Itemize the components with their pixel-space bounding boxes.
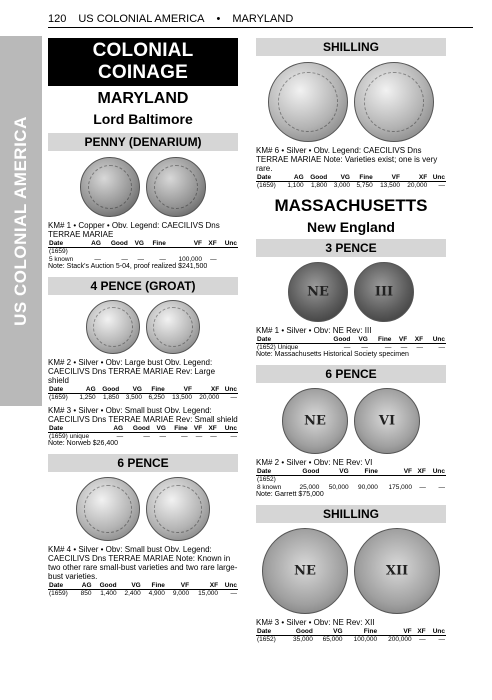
sixpence-ne-description: KM# 2 • Silver • Obv: NE Rev: VI — [256, 458, 373, 467]
sixpence-md-reverse-image — [146, 477, 210, 541]
penny-obverse-image — [80, 157, 140, 217]
column-header: XF — [401, 174, 428, 182]
table-cell — [129, 248, 145, 256]
shilling-ne-obverse-mark: NE — [294, 563, 316, 579]
table-cell: 20,000 — [199, 394, 220, 401]
column-header: Unc — [427, 468, 446, 476]
table-cell: — — [121, 255, 128, 263]
sixpence-md-obverse-image — [76, 477, 140, 541]
table-cell: 200,000 — [388, 636, 412, 643]
threepence-reverse-mark: III — [374, 284, 394, 299]
column-header: Fine — [344, 628, 379, 636]
column-header: Date — [48, 425, 107, 433]
table-cell: (1659) — [257, 182, 276, 189]
column-header: XF — [203, 240, 218, 248]
column-header: XF — [193, 386, 220, 394]
groat-small-bust-description: KM# 3 • Silver • Obv: Small bust Obv. Legend: CAECILIVS Dns TERRAE MARIAE Rev: Small shield — [48, 405, 238, 424]
table-cell: — — [438, 636, 445, 643]
column-header: Fine — [167, 425, 189, 433]
table-cell: — — [230, 432, 237, 440]
column-header: Good — [102, 240, 129, 248]
table-cell: (1659) — [49, 394, 68, 401]
column-header: VF — [189, 425, 204, 433]
table-cell: 13,500 — [380, 182, 400, 189]
table-cell — [167, 248, 203, 256]
shilling-md-description: KM# 6 • Silver • Obv. Legend: CAECILIVS Dns TERRAE MARIAE Note: Varieties exist; one is very rare. — [256, 146, 438, 173]
price-table-header-row — [48, 425, 238, 433]
column-header: Good — [284, 628, 314, 636]
sixpence-ne-obverse-image — [282, 388, 348, 454]
table-cell — [85, 248, 102, 256]
shilling-md-reverse-image — [354, 62, 434, 142]
column-header: VF — [166, 582, 190, 590]
header-separator: • — [216, 12, 221, 25]
table-cell: 1,800 — [310, 182, 328, 189]
price-table-header-row — [48, 386, 238, 394]
sixpence-ne-price-table — [256, 468, 446, 491]
groat-large-bust-price-table — [48, 386, 238, 402]
column-header: VF — [378, 628, 413, 636]
table-row — [48, 256, 238, 264]
groat-section-bar: 4 PENCE (GROAT) — [48, 277, 238, 295]
column-header: Good — [322, 336, 351, 344]
column-header: Unc — [219, 582, 238, 590]
column-header: Unc — [220, 386, 238, 394]
column-header: Date — [256, 468, 291, 476]
sixpence-md-price-table — [48, 582, 238, 598]
column-header: VG — [120, 386, 143, 394]
column-header: Fine — [350, 468, 379, 476]
section-title: US COLONIAL AMERICA — [78, 12, 205, 25]
table-cell — [145, 248, 167, 256]
table-cell: — — [419, 636, 426, 643]
column-header: AG — [76, 582, 93, 590]
column-header: XF — [190, 582, 219, 590]
penny-description: KM# 1 • Copper • Obv. Legend: CAECILIVS Dns TERRAE MARIAE — [48, 221, 220, 239]
table-cell: — — [210, 432, 217, 440]
price-table-header-row — [48, 582, 238, 590]
threepence-note: Note: Massachusetts Historical Society specimen — [256, 351, 409, 358]
price-table-header-row — [48, 240, 238, 248]
table-cell — [350, 476, 379, 484]
penny-coin-images — [48, 157, 238, 217]
left-column — [48, 38, 238, 598]
column-header: XF — [413, 468, 427, 476]
table-cell — [203, 248, 218, 256]
shilling-ne-price-table — [256, 628, 446, 644]
column-header: Fine — [145, 240, 167, 248]
table-cell: 850 — [80, 590, 92, 597]
column-header: Date — [256, 174, 282, 182]
shilling-ne-coin-images — [256, 528, 446, 614]
column-header: VF — [167, 240, 203, 248]
table-cell — [291, 476, 320, 484]
table-cell: 13,500 — [172, 394, 192, 401]
column-header: Date — [256, 336, 322, 344]
table-cell: 90,000 — [358, 483, 378, 491]
sixpence-ne-coin-images — [256, 388, 446, 454]
table-cell — [320, 476, 349, 484]
column-header: AG — [282, 174, 305, 182]
table-cell: 3,500 — [125, 394, 142, 401]
table-cell: 100,000 — [178, 255, 203, 263]
threepence-reverse-image — [354, 262, 414, 322]
sixpence-ne-reverse-image — [354, 388, 420, 454]
table-cell: 5,750 — [356, 182, 373, 189]
table-cell: 2,400 — [124, 590, 141, 597]
table-cell — [427, 476, 446, 484]
shilling-ne-section-bar: SHILLING — [256, 505, 446, 523]
table-cell: — — [343, 343, 351, 351]
groat-large-bust-description: KM# 2 • Silver • Obv: Large bust Obv. Legend: CAECILIVS Dns TERRAE MARIAE Rev: Large shield — [48, 358, 216, 385]
shilling-ne-reverse-mark: XII — [385, 563, 409, 579]
table-cell: — — [438, 343, 445, 351]
shilling-md-obverse-image — [268, 62, 348, 142]
column-header: VF — [392, 336, 408, 344]
column-header: Date — [48, 386, 74, 394]
groat-coin-images — [48, 300, 238, 354]
massachusetts-heading: MASSACHUSETTS — [274, 195, 428, 215]
table-cell: — — [384, 343, 392, 351]
shilling-md-price-table — [256, 174, 446, 190]
table-cell: (1659) — [49, 590, 68, 597]
state-title: MARYLAND — [232, 12, 294, 25]
table-cell: — — [210, 255, 217, 263]
table-cell: 1,850 — [102, 394, 120, 401]
column-header: AG — [107, 425, 124, 433]
table-cell: 1,100 — [287, 182, 304, 189]
column-header: VG — [151, 425, 167, 433]
column-header: Good — [93, 582, 118, 590]
column-header: Good — [97, 386, 121, 394]
table-cell: 9,000 — [172, 590, 190, 597]
column-header: VG — [314, 628, 344, 636]
column-header: VG — [320, 468, 349, 476]
penny-price-table — [48, 240, 238, 263]
column-header: VG — [328, 174, 351, 182]
right-column — [256, 38, 446, 644]
column-header: Fine — [142, 582, 166, 590]
column-header: Date — [48, 240, 85, 248]
new-england-heading: New England — [307, 218, 395, 235]
price-table-header-row — [256, 628, 446, 636]
table-cell — [218, 256, 238, 264]
table-cell: — — [143, 432, 150, 440]
table-cell: (1652) — [257, 476, 276, 483]
column-header: AG — [74, 386, 97, 394]
table-cell: 5 known — [49, 255, 74, 263]
column-header: Good — [291, 468, 320, 476]
threepence-section-bar: 3 PENCE — [256, 239, 446, 257]
column-header: Fine — [143, 386, 166, 394]
table-cell: — — [230, 394, 237, 401]
table-cell: — — [419, 483, 426, 491]
column-header: XF — [203, 425, 218, 433]
column-header: AG — [85, 240, 102, 248]
page-number: 120 — [48, 12, 67, 25]
table-cell: 6,250 — [148, 394, 165, 401]
table-cell: — — [438, 182, 445, 189]
column-header: XF — [413, 628, 427, 636]
price-table-header-row — [256, 336, 446, 344]
table-cell: 100,000 — [353, 636, 378, 643]
column-header: XF — [408, 336, 424, 344]
threepence-description: KM# 1 • Silver • Obv: NE Rev: III — [256, 325, 372, 335]
table-cell: — — [116, 432, 124, 440]
penny-note: Note: Stack's Auction 5-04, proof realized $241,500 — [48, 263, 208, 270]
table-cell: — — [137, 255, 144, 263]
penny-reverse-image — [146, 157, 206, 217]
price-table-header-row — [256, 174, 446, 182]
maryland-heading: MARYLAND — [97, 90, 189, 107]
column-header: Unc — [218, 240, 238, 248]
table-cell: 1,250 — [79, 394, 96, 401]
table-row — [48, 394, 238, 402]
table-cell: 8 known — [257, 483, 282, 491]
column-header: Date — [48, 582, 76, 590]
lord-baltimore-heading: Lord Baltimore — [93, 111, 193, 127]
table-cell: 1,400 — [100, 590, 117, 597]
groat-reverse-image — [146, 300, 200, 354]
table-cell: 65,000 — [322, 636, 343, 643]
groat-small-bust-price-table — [48, 425, 238, 441]
shilling-ne-reverse-image — [354, 528, 440, 614]
table-cell: — — [159, 432, 166, 440]
sixpence-md-coin-images — [48, 477, 238, 541]
column-header: Unc — [428, 174, 446, 182]
table-row — [256, 182, 446, 190]
table-cell: 15,000 — [198, 590, 219, 597]
sixpence-ne-note: Note: Garrett $75,000 — [256, 491, 324, 498]
table-cell: 3,000 — [333, 182, 350, 189]
threepence-coin-images — [256, 262, 446, 322]
table-cell — [413, 476, 427, 484]
sixpence-md-section-bar: 6 PENCE — [48, 454, 238, 472]
table-cell: — — [181, 432, 188, 440]
column-header: VF — [379, 468, 413, 476]
column-header: VF — [374, 174, 401, 182]
table-cell: 50,000 — [328, 483, 349, 491]
page-header — [48, 10, 473, 28]
table-row — [256, 484, 446, 492]
table-row — [48, 590, 238, 598]
table-cell: (1659) — [49, 248, 68, 255]
column-header: VG — [351, 336, 368, 344]
column-header: Unc — [218, 425, 238, 433]
column-header: Date — [256, 628, 284, 636]
column-header: Unc — [427, 628, 446, 636]
table-cell: 35,000 — [292, 636, 313, 643]
sixpence-ne-reverse-mark: VI — [378, 413, 396, 429]
table-row — [256, 343, 446, 351]
side-tab-label: US COLONIAL AMERICA — [11, 116, 30, 326]
table-row — [256, 636, 446, 644]
table-cell: 175,000 — [388, 483, 413, 491]
table-cell: (1652) Unique — [257, 343, 299, 351]
shilling-md-coin-images — [256, 62, 446, 142]
shilling-ne-obverse-image — [262, 528, 348, 614]
table-cell: — — [416, 343, 424, 351]
table-cell — [102, 248, 129, 256]
colonial-coinage-banner: COLONIAL COINAGE — [48, 38, 238, 86]
side-tab — [0, 36, 42, 406]
price-table-header-row — [256, 468, 446, 476]
table-row — [48, 432, 238, 440]
column-header: Fine — [351, 174, 374, 182]
table-cell: — — [438, 483, 445, 491]
table-cell: 4,900 — [148, 590, 165, 597]
column-header: Good — [305, 174, 329, 182]
table-cell: — — [230, 590, 237, 597]
groat-note: Note: Norweb $26,400 — [48, 440, 119, 447]
column-header: VF — [166, 386, 193, 394]
table-cell — [218, 248, 238, 256]
shilling-ne-description: KM# 3 • Silver • Obv: NE Rev: XII — [256, 618, 375, 627]
penny-section-bar: PENNY (DENARIUM) — [48, 133, 238, 151]
sixpence-md-description: KM# 4 • Silver • Obv: Small bust Obv. Legend: CAECILIVS Dns TERRAE MARIAE Note: Known in two other rare small-bust varieties and two rare large-bust varieties. — [48, 545, 238, 581]
table-cell: (1652) — [257, 636, 276, 643]
column-header: VG — [129, 240, 145, 248]
table-cell — [379, 476, 413, 484]
table-cell: — — [361, 343, 368, 351]
column-header: Unc — [424, 336, 446, 344]
table-cell: — — [195, 432, 203, 440]
threepence-obverse-image — [288, 262, 348, 322]
threepence-price-table — [256, 336, 446, 352]
table-cell: — — [400, 343, 408, 351]
column-header: Fine — [369, 336, 393, 344]
table-row — [256, 476, 446, 484]
sixpence-ne-obverse-mark: NE — [304, 413, 326, 429]
table-cell: (1659) unique — [49, 432, 90, 440]
groat-obverse-image — [86, 300, 140, 354]
table-row — [48, 248, 238, 256]
table-cell: — — [94, 255, 101, 263]
table-cell: 25,000 — [299, 483, 320, 491]
table-cell: 20,000 — [407, 182, 428, 189]
threepence-obverse-mark: NE — [307, 284, 329, 299]
column-header: VG — [118, 582, 142, 590]
sixpence-ne-section-bar: 6 PENCE — [256, 365, 446, 383]
column-header: Good — [124, 425, 151, 433]
table-cell: — — [159, 255, 166, 263]
shilling-md-section-bar: SHILLING — [256, 38, 446, 56]
